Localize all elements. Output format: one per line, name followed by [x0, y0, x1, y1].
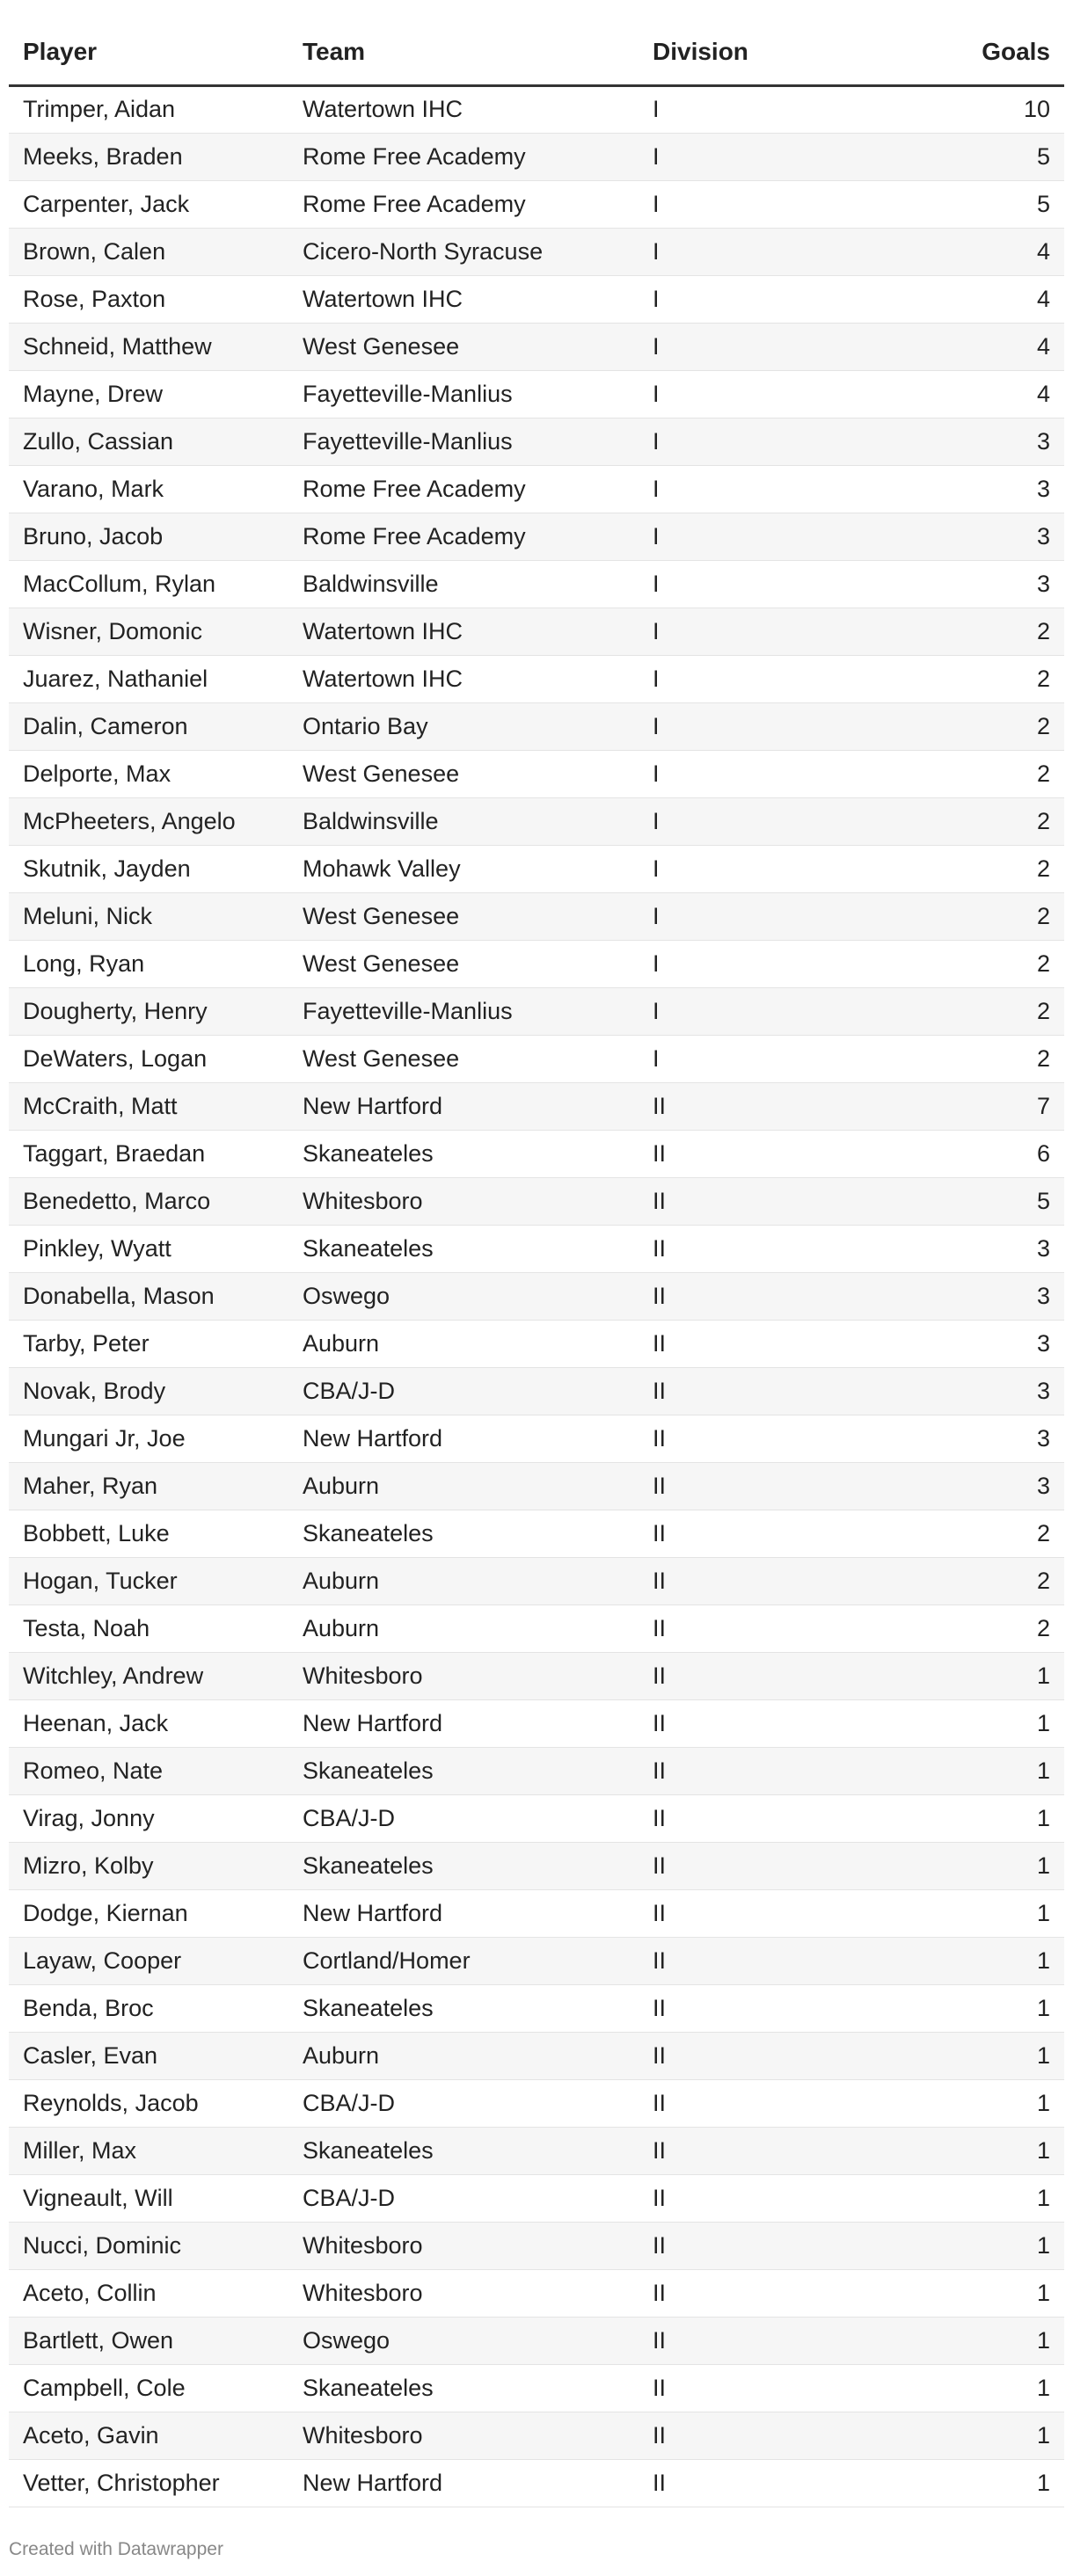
table-row — [9, 228, 1064, 275]
division-cell: II — [639, 1415, 902, 1462]
goals-cell: 2 — [902, 608, 1064, 655]
datawrapper-credit[interactable]: Created with Datawrapper — [9, 2539, 223, 2559]
table-row — [9, 513, 1064, 560]
table-row — [9, 750, 1064, 797]
team-cell: Auburn — [288, 1462, 639, 1510]
division-cell: II — [639, 1984, 902, 2032]
player-cell: Hogan, Tucker — [9, 1557, 288, 1605]
division-cell: II — [639, 1082, 902, 1130]
team-cell: Skaneateles — [288, 2364, 639, 2412]
table-row — [9, 2127, 1064, 2174]
player-cell: Campbell, Cole — [9, 2364, 288, 2412]
team-cell: Ontario Bay — [288, 702, 639, 750]
goals-cell: 2 — [902, 987, 1064, 1035]
division-cell: II — [639, 1605, 902, 1652]
table-row — [9, 370, 1064, 418]
table-row — [9, 1842, 1064, 1889]
goals-cell: 1 — [902, 1794, 1064, 1842]
table-row — [9, 418, 1064, 465]
team-cell: Watertown IHC — [288, 608, 639, 655]
table-row — [9, 2032, 1064, 2079]
table-row — [9, 2364, 1064, 2412]
team-cell: Auburn — [288, 1320, 639, 1367]
goals-cell: 4 — [902, 323, 1064, 370]
goals-cell: 2 — [902, 702, 1064, 750]
division-cell: II — [639, 1225, 902, 1272]
team-cell: Fayetteville-Manlius — [288, 418, 639, 465]
division-cell: II — [639, 2364, 902, 2412]
goals-cell: 3 — [902, 1367, 1064, 1415]
team-cell: Cortland/Homer — [288, 1937, 639, 1984]
goals-table — [9, 19, 1064, 2507]
division-cell: I — [639, 940, 902, 987]
table-row — [9, 1605, 1064, 1652]
player-cell: Vetter, Christopher — [9, 2459, 288, 2507]
team-cell: West Genesee — [288, 323, 639, 370]
division-cell: I — [639, 228, 902, 275]
player-cell: Brown, Calen — [9, 228, 288, 275]
division-cell: II — [639, 1747, 902, 1794]
goals-cell: 5 — [902, 180, 1064, 228]
team-cell: CBA/J-D — [288, 1794, 639, 1842]
goals-cell: 1 — [902, 1984, 1064, 2032]
goals-cell: 6 — [902, 1130, 1064, 1177]
table-row — [9, 2222, 1064, 2269]
division-cell: II — [639, 1510, 902, 1557]
player-cell: Taggart, Braedan — [9, 1130, 288, 1177]
player-cell: Layaw, Cooper — [9, 1937, 288, 1984]
table-row — [9, 1177, 1064, 1225]
player-cell: Zullo, Cassian — [9, 418, 288, 465]
team-cell: New Hartford — [288, 2459, 639, 2507]
player-cell: Novak, Brody — [9, 1367, 288, 1415]
goals-cell: 1 — [902, 2079, 1064, 2127]
goals-cell: 1 — [902, 1747, 1064, 1794]
player-cell: McCraith, Matt — [9, 1082, 288, 1130]
header-row — [9, 19, 1064, 85]
player-cell: Carpenter, Jack — [9, 180, 288, 228]
team-cell: New Hartford — [288, 1889, 639, 1937]
division-cell: II — [639, 2222, 902, 2269]
table-row — [9, 702, 1064, 750]
player-cell: Skutnik, Jayden — [9, 845, 288, 892]
goals-cell: 2 — [902, 940, 1064, 987]
player-cell: Testa, Noah — [9, 1605, 288, 1652]
goals-cell: 4 — [902, 275, 1064, 323]
table-row — [9, 85, 1064, 133]
goals-cell: 2 — [902, 1557, 1064, 1605]
player-cell: Reynolds, Jacob — [9, 2079, 288, 2127]
division-cell: II — [639, 2032, 902, 2079]
goals-cell: 1 — [902, 2269, 1064, 2317]
table-row — [9, 1652, 1064, 1699]
player-cell: Varano, Mark — [9, 465, 288, 513]
team-cell: CBA/J-D — [288, 1367, 639, 1415]
table-row — [9, 1937, 1064, 1984]
player-cell: Schneid, Matthew — [9, 323, 288, 370]
team-cell: New Hartford — [288, 1699, 639, 1747]
team-cell: CBA/J-D — [288, 2079, 639, 2127]
team-cell: Whitesboro — [288, 1177, 639, 1225]
goals-cell: 5 — [902, 1177, 1064, 1225]
goals-cell: 2 — [902, 1035, 1064, 1082]
goals-cell: 3 — [902, 1320, 1064, 1367]
team-cell: Auburn — [288, 1605, 639, 1652]
player-cell: DeWaters, Logan — [9, 1035, 288, 1082]
table-row — [9, 133, 1064, 180]
team-cell: Rome Free Academy — [288, 180, 639, 228]
player-cell: Meluni, Nick — [9, 892, 288, 940]
division-cell: II — [639, 1462, 902, 1510]
team-cell: Baldwinsville — [288, 797, 639, 845]
player-cell: Casler, Evan — [9, 2032, 288, 2079]
goals-cell: 3 — [902, 465, 1064, 513]
team-cell: Skaneateles — [288, 1842, 639, 1889]
division-cell: II — [639, 1272, 902, 1320]
player-cell: Dalin, Cameron — [9, 702, 288, 750]
player-cell: Long, Ryan — [9, 940, 288, 987]
player-cell: Witchley, Andrew — [9, 1652, 288, 1699]
player-cell: Heenan, Jack — [9, 1699, 288, 1747]
division-cell: I — [639, 85, 902, 133]
division-cell: II — [639, 1130, 902, 1177]
team-cell: Skaneateles — [288, 2127, 639, 2174]
division-cell: II — [639, 1937, 902, 1984]
table-row — [9, 1367, 1064, 1415]
player-cell: Bartlett, Owen — [9, 2317, 288, 2364]
player-cell: Mayne, Drew — [9, 370, 288, 418]
division-cell: II — [639, 2174, 902, 2222]
team-cell: Auburn — [288, 1557, 639, 1605]
table-row — [9, 275, 1064, 323]
goals-cell: 1 — [902, 2364, 1064, 2412]
table-row — [9, 892, 1064, 940]
goals-cell: 2 — [902, 1605, 1064, 1652]
team-cell: Skaneateles — [288, 1130, 639, 1177]
column-header-goals[interactable]: Goals — [902, 19, 1064, 85]
player-cell: Miller, Max — [9, 2127, 288, 2174]
division-cell: II — [639, 2079, 902, 2127]
goals-cell: 2 — [902, 845, 1064, 892]
team-cell: New Hartford — [288, 1082, 639, 1130]
division-cell: II — [639, 2127, 902, 2174]
division-cell: II — [639, 1794, 902, 1842]
division-cell: II — [639, 2269, 902, 2317]
team-cell: Skaneateles — [288, 1510, 639, 1557]
team-cell: Mohawk Valley — [288, 845, 639, 892]
division-cell: II — [639, 2459, 902, 2507]
team-cell: Watertown IHC — [288, 85, 639, 133]
goals-cell: 2 — [902, 1510, 1064, 1557]
team-cell: Rome Free Academy — [288, 133, 639, 180]
player-cell: Aceto, Collin — [9, 2269, 288, 2317]
table-row — [9, 180, 1064, 228]
player-cell: Virag, Jonny — [9, 1794, 288, 1842]
table-row — [9, 2079, 1064, 2127]
division-cell: I — [639, 797, 902, 845]
table-body — [9, 85, 1064, 2507]
player-cell: MacCollum, Rylan — [9, 560, 288, 608]
player-cell: Donabella, Mason — [9, 1272, 288, 1320]
table-row — [9, 845, 1064, 892]
player-cell: Dougherty, Henry — [9, 987, 288, 1035]
team-cell: Rome Free Academy — [288, 465, 639, 513]
table-row — [9, 1462, 1064, 1510]
team-cell: West Genesee — [288, 750, 639, 797]
division-cell: II — [639, 1557, 902, 1605]
table-row — [9, 2269, 1064, 2317]
player-cell: Trimper, Aidan — [9, 85, 288, 133]
team-cell: Skaneateles — [288, 1984, 639, 2032]
table-row — [9, 1035, 1064, 1082]
team-cell: Whitesboro — [288, 2222, 639, 2269]
team-cell: Whitesboro — [288, 1652, 639, 1699]
goals-cell: 1 — [902, 1842, 1064, 1889]
division-cell: II — [639, 1699, 902, 1747]
team-cell: CBA/J-D — [288, 2174, 639, 2222]
goals-cell: 1 — [902, 2032, 1064, 2079]
table-row — [9, 797, 1064, 845]
goals-cell: 3 — [902, 1462, 1064, 1510]
goals-cell: 3 — [902, 1272, 1064, 1320]
table-row — [9, 1320, 1064, 1367]
player-cell: Benedetto, Marco — [9, 1177, 288, 1225]
team-cell: Whitesboro — [288, 2269, 639, 2317]
table-row — [9, 1225, 1064, 1272]
team-cell: Watertown IHC — [288, 655, 639, 702]
player-cell: Maher, Ryan — [9, 1462, 288, 1510]
team-cell: West Genesee — [288, 892, 639, 940]
division-cell: I — [639, 987, 902, 1035]
goals-cell: 1 — [902, 1699, 1064, 1747]
team-cell: West Genesee — [288, 1035, 639, 1082]
goals-cell: 1 — [902, 1652, 1064, 1699]
division-cell: I — [639, 702, 902, 750]
goals-cell: 4 — [902, 370, 1064, 418]
player-cell: Juarez, Nathaniel — [9, 655, 288, 702]
goals-cell: 3 — [902, 1225, 1064, 1272]
team-cell: Auburn — [288, 2032, 639, 2079]
table-row — [9, 2317, 1064, 2364]
table-row — [9, 1747, 1064, 1794]
division-cell: II — [639, 1320, 902, 1367]
table-header — [9, 19, 1064, 85]
table-row — [9, 2174, 1064, 2222]
team-cell: Skaneateles — [288, 1747, 639, 1794]
table-row — [9, 560, 1064, 608]
team-cell: Oswego — [288, 1272, 639, 1320]
goals-cell: 5 — [902, 133, 1064, 180]
player-cell: Meeks, Braden — [9, 133, 288, 180]
team-cell: Oswego — [288, 2317, 639, 2364]
team-cell: Skaneateles — [288, 1225, 639, 1272]
table-row — [9, 1794, 1064, 1842]
goals-cell: 1 — [902, 1889, 1064, 1937]
team-cell: Rome Free Academy — [288, 513, 639, 560]
player-cell: Rose, Paxton — [9, 275, 288, 323]
division-cell: I — [639, 513, 902, 560]
player-cell: Aceto, Gavin — [9, 2412, 288, 2459]
division-cell: II — [639, 1652, 902, 1699]
division-cell: I — [639, 418, 902, 465]
table-row — [9, 655, 1064, 702]
goals-cell: 10 — [902, 85, 1064, 133]
player-cell: Vigneault, Will — [9, 2174, 288, 2222]
division-cell: I — [639, 465, 902, 513]
team-cell: Watertown IHC — [288, 275, 639, 323]
table-row — [9, 465, 1064, 513]
division-cell: I — [639, 323, 902, 370]
table-row — [9, 1510, 1064, 1557]
division-cell: II — [639, 1889, 902, 1937]
division-cell: I — [639, 180, 902, 228]
division-cell: I — [639, 560, 902, 608]
player-cell: Bruno, Jacob — [9, 513, 288, 560]
player-cell: Benda, Broc — [9, 1984, 288, 2032]
division-cell: II — [639, 1842, 902, 1889]
goals-cell: 7 — [902, 1082, 1064, 1130]
table-row — [9, 1557, 1064, 1605]
division-cell: I — [639, 608, 902, 655]
player-cell: Tarby, Peter — [9, 1320, 288, 1367]
goals-cell: 2 — [902, 655, 1064, 702]
table-row — [9, 1699, 1064, 1747]
division-cell: II — [639, 2317, 902, 2364]
table-row — [9, 1889, 1064, 1937]
column-header-team[interactable]: Team — [288, 19, 639, 85]
division-cell: I — [639, 133, 902, 180]
goals-cell: 3 — [902, 1415, 1064, 1462]
player-cell: Dodge, Kiernan — [9, 1889, 288, 1937]
goals-cell: 1 — [902, 2317, 1064, 2364]
table-row — [9, 1082, 1064, 1130]
table-row — [9, 1415, 1064, 1462]
goals-cell: 1 — [902, 2127, 1064, 2174]
team-cell: Fayetteville-Manlius — [288, 370, 639, 418]
player-cell: Wisner, Domonic — [9, 608, 288, 655]
team-cell: Baldwinsville — [288, 560, 639, 608]
goals-cell: 2 — [902, 892, 1064, 940]
division-cell: I — [639, 370, 902, 418]
division-cell: II — [639, 1367, 902, 1415]
table-row — [9, 2459, 1064, 2507]
goals-cell: 1 — [902, 1937, 1064, 1984]
goals-cell: 1 — [902, 2222, 1064, 2269]
team-cell: New Hartford — [288, 1415, 639, 1462]
player-cell: McPheeters, Angelo — [9, 797, 288, 845]
goals-cell: 3 — [902, 513, 1064, 560]
table-row — [9, 2412, 1064, 2459]
table-row — [9, 940, 1064, 987]
goals-cell: 2 — [902, 750, 1064, 797]
table-row — [9, 1272, 1064, 1320]
player-cell: Nucci, Dominic — [9, 2222, 288, 2269]
team-cell: Cicero-North Syracuse — [288, 228, 639, 275]
goals-cell: 1 — [902, 2459, 1064, 2507]
table-row — [9, 987, 1064, 1035]
player-cell: Delporte, Max — [9, 750, 288, 797]
player-cell: Pinkley, Wyatt — [9, 1225, 288, 1272]
division-cell: II — [639, 1177, 902, 1225]
goals-cell: 1 — [902, 2174, 1064, 2222]
division-cell: I — [639, 275, 902, 323]
player-cell: Mungari Jr, Joe — [9, 1415, 288, 1462]
table-row — [9, 323, 1064, 370]
division-cell: I — [639, 655, 902, 702]
column-header-division[interactable]: Division — [639, 19, 902, 85]
goals-cell: 1 — [902, 2412, 1064, 2459]
division-cell: I — [639, 845, 902, 892]
team-cell: Fayetteville-Manlius — [288, 987, 639, 1035]
goals-cell: 4 — [902, 228, 1064, 275]
goals-cell: 3 — [902, 418, 1064, 465]
table-row — [9, 608, 1064, 655]
division-cell: II — [639, 2412, 902, 2459]
division-cell: I — [639, 750, 902, 797]
division-cell: I — [639, 1035, 902, 1082]
player-cell: Mizro, Kolby — [9, 1842, 288, 1889]
column-header-player[interactable]: Player — [9, 19, 288, 85]
team-cell: West Genesee — [288, 940, 639, 987]
goals-cell: 3 — [902, 560, 1064, 608]
division-cell: I — [639, 892, 902, 940]
player-cell: Romeo, Nate — [9, 1747, 288, 1794]
player-cell: Bobbett, Luke — [9, 1510, 288, 1557]
table-row — [9, 1984, 1064, 2032]
goals-cell: 2 — [902, 797, 1064, 845]
table-row — [9, 1130, 1064, 1177]
team-cell: Whitesboro — [288, 2412, 639, 2459]
